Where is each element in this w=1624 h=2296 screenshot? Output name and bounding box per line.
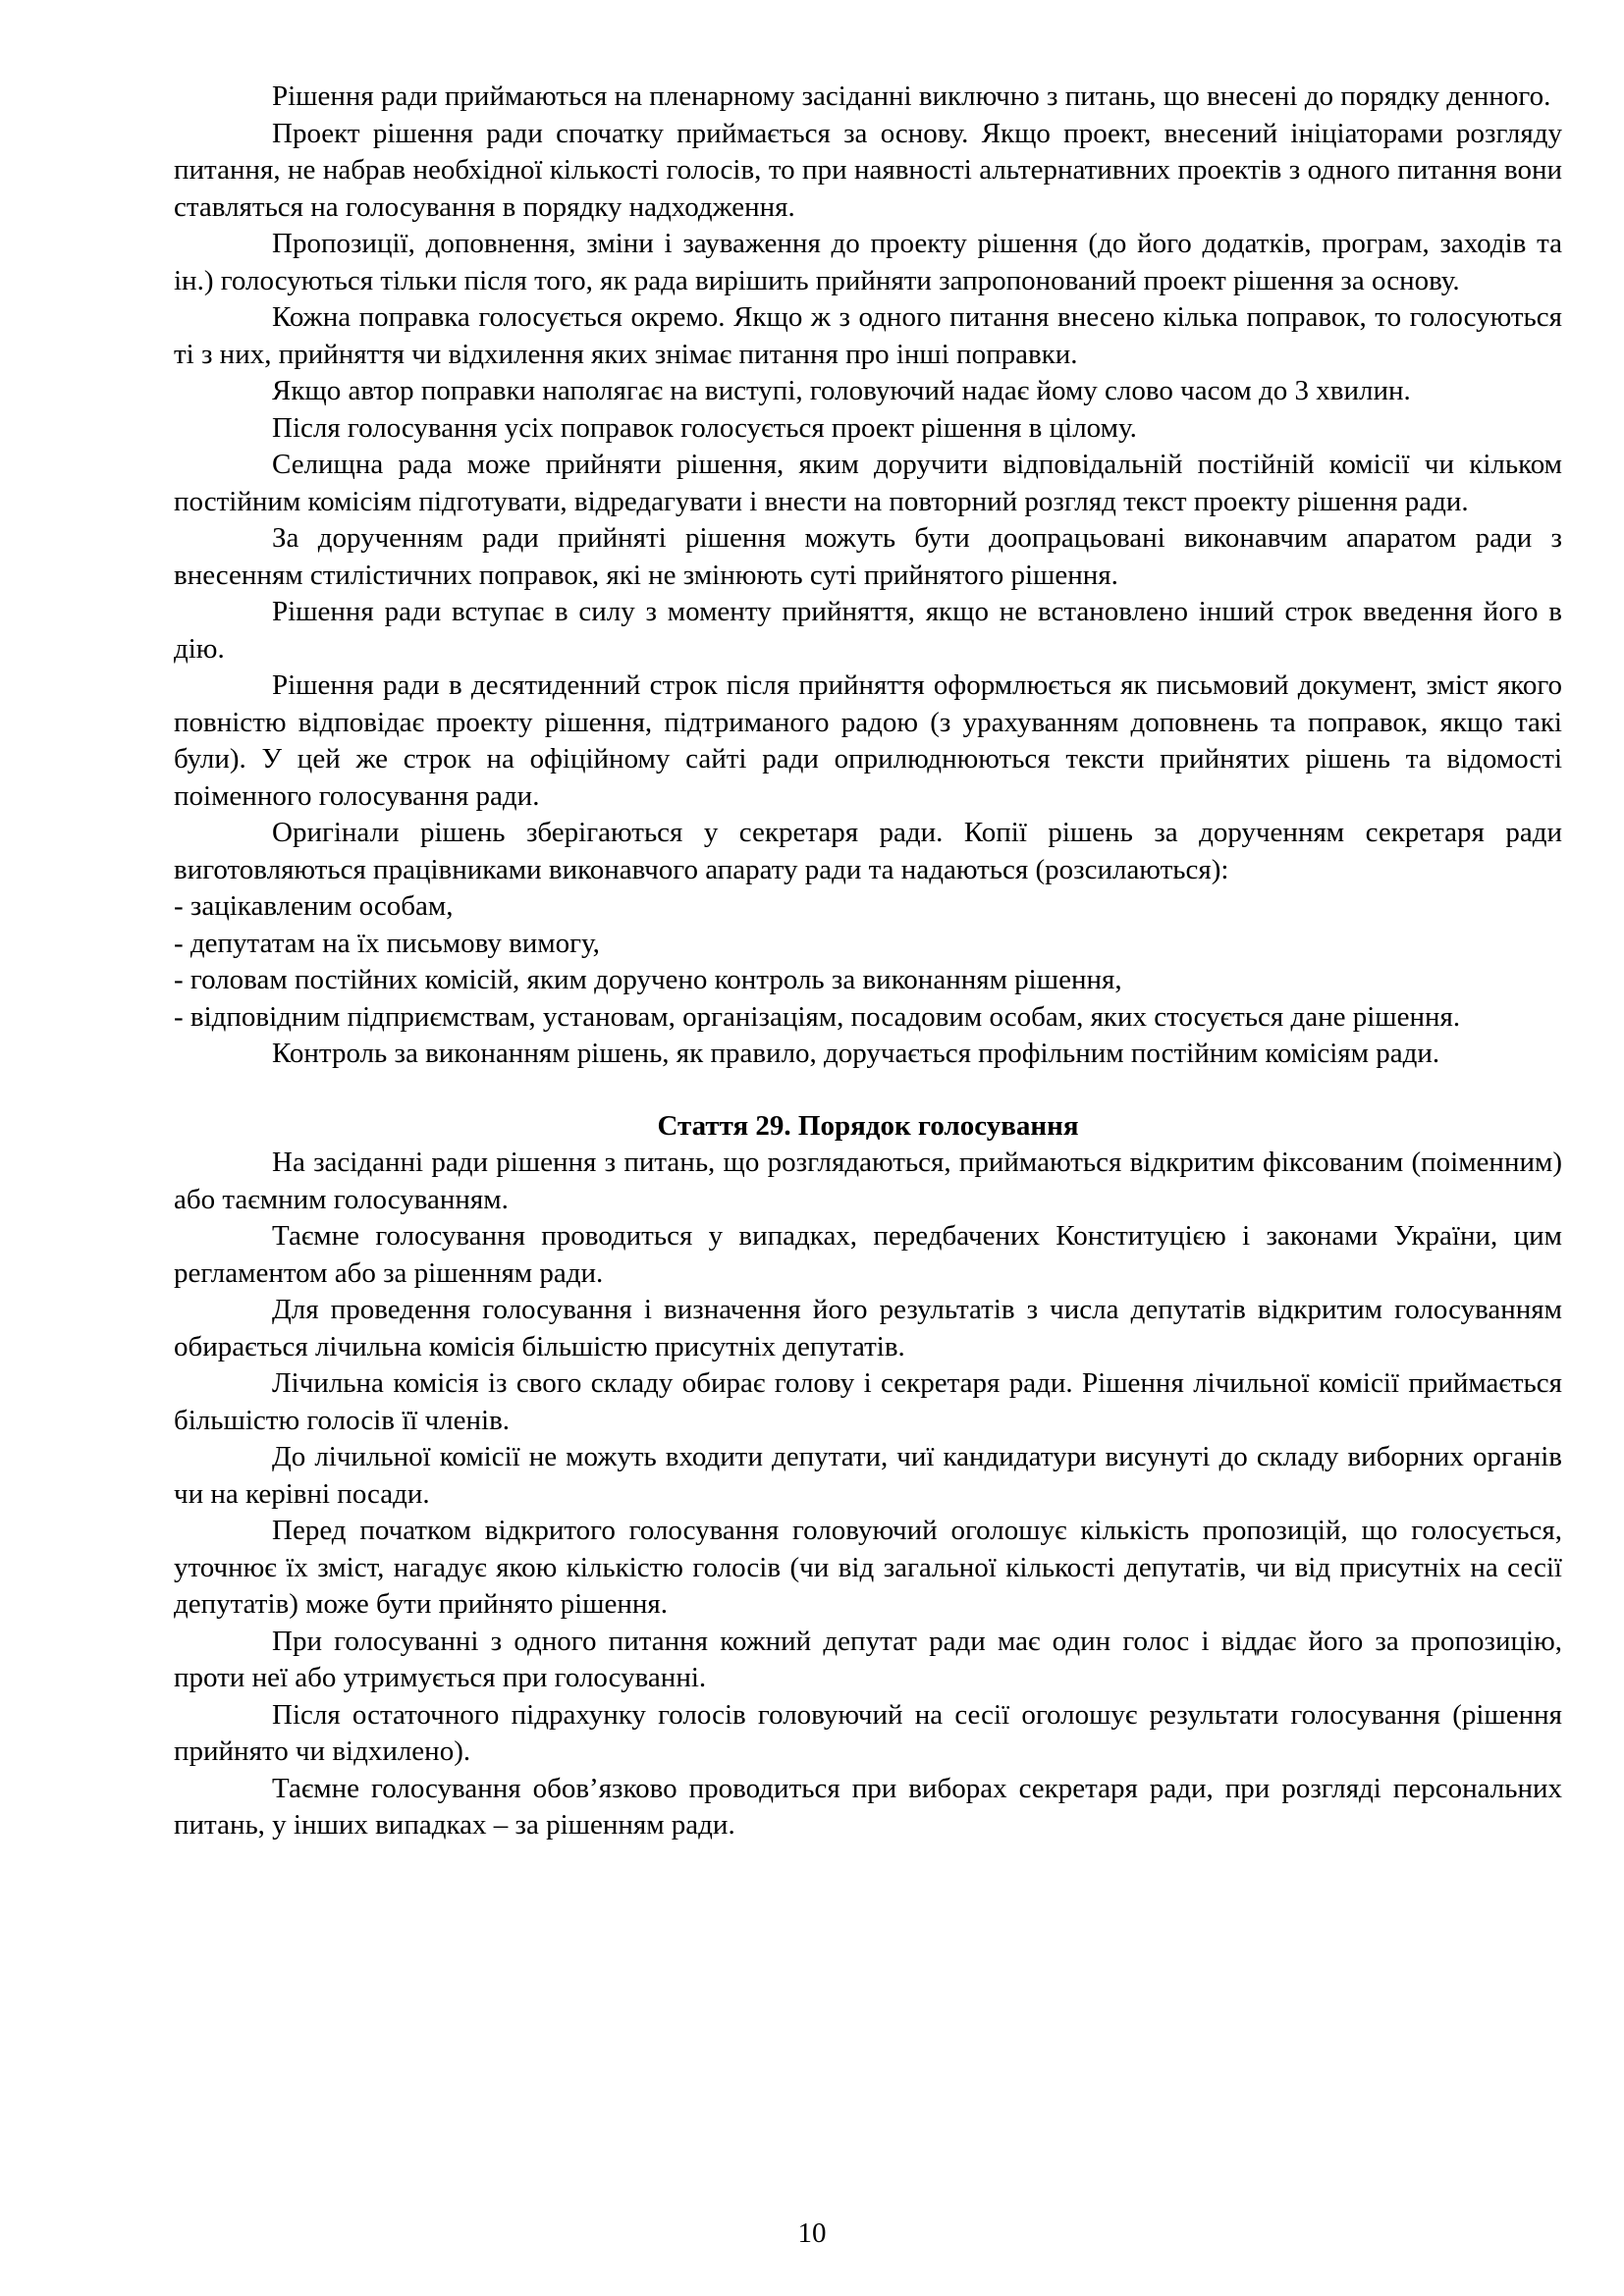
paragraph: Лічильна комісія із свого складу обирає голову і секретаря ради. Рішення лічильної комісії приймається більшістю голосів її членів. bbox=[174, 1367, 1562, 1436]
paragraph: Кожна поправка голосується окремо. Якщо ж з одного питання внесено кілька поправок, то голосуються ті з них, прийняття чи відхилення яких знімає питання про інші поправки. bbox=[174, 301, 1562, 370]
paragraph: Рішення ради вступає в силу з моменту прийняття, якщо не встановлено інший строк введення його в дію. bbox=[174, 596, 1562, 665]
paragraph: Селищна рада може прийняти рішення, яким доручити відповідальній постійній комісії чи кільком постійним комісіям підготувати, відредагувати і внести на повторний розгляд текст проекту рішення ради. bbox=[174, 449, 1562, 517]
paragraph: На засіданні ради рішення з питань, що розглядаються, приймаються відкритим фіксованим (поіменним) або таємним голосуванням. bbox=[174, 1147, 1562, 1215]
paragraph: Якщо автор поправки наполягає на виступі, головуючий надає йому слово часом до 3 хвилин. bbox=[272, 375, 1411, 406]
paragraph: Після остаточного підрахунку голосів головуючий на сесії оголошує результати голосування (рішення прийнято чи відхилено). bbox=[174, 1698, 1562, 1767]
paragraph-control: Контроль за виконанням рішень, як правило, доручається профільним постійним комісіям ради. bbox=[272, 1038, 1440, 1069]
paragraph: Після голосування усіх поправок голосується проект рішення в цілому. bbox=[272, 411, 1137, 444]
paragraph: Перед початком відкритого голосування головуючий оголошує кількість пропозицій, що голосується, уточнює їх зміст, нагадує якою кількістю голосів (чи від загальної кількості депутатів, чи від присутніх на сесії депутатів) може бути прийнято рішення. bbox=[174, 1515, 1562, 1620]
paragraph: При голосуванні з одного питання кожний депутат ради має один голос і віддає його за пропозицію, проти неї або утримується при голосуванні. bbox=[174, 1625, 1562, 1693]
list-item: - головам постійних комісій, яким доручено контроль за виконанням рішення, bbox=[174, 964, 1122, 995]
paragraph: Рішення ради в десятиденний строк після прийняття оформлюється як письмовий документ, зміст якого повністю відповідає проекту рішення, підтриманого радою (з урахуванням доповнень та поправок, якщо такі були). У цей же строк на офіційному сайті ради оприлюднюються тексти прийнятих рішень та відомості поіменного голосування ради. bbox=[174, 669, 1562, 812]
paragraph: Проект рішення ради спочатку приймається за основу. Якщо проект, внесений ініціаторами розгляду питання, не набрав необхідної кількості голосів, то при наявності альтернативних проектів з одного питання вони ставляться на голосування в порядку надходження. bbox=[174, 117, 1562, 223]
article-heading: Стаття 29. Порядок голосування bbox=[657, 1109, 1079, 1142]
paragraph: За дорученням ради прийняті рішення можуть бути доопрацьовані виконавчим апаратом ради з внесенням стилістичних поправок, які не змінюють суті прийнятого рішення. bbox=[174, 522, 1562, 591]
document-page bbox=[174, 79, 1562, 1844]
paragraph: Таємне голосування проводиться у випадках, передбачених Конституцією і законами України, цим регламентом або за рішенням ради. bbox=[174, 1220, 1562, 1289]
paragraph: Таємне голосування обов’язково проводиться при виборах секретаря ради, при розгляді персональних питань, у інших випадках – за рішенням ради. bbox=[174, 1772, 1562, 1841]
paragraph: Оригінали рішень зберігаються у секретаря ради. Копії рішень за дорученням секретаря ради виготовляються працівниками виконавчого апарату ради та надаються (розсилаються): bbox=[174, 817, 1562, 885]
list-item: - депутатам на їх письмову вимогу, bbox=[174, 927, 600, 959]
paragraph: До лічильної комісії не можуть входити депутати, чиї кандидатури висунуті до складу виборних органів чи на керівні посади. bbox=[174, 1441, 1562, 1510]
paragraph: Пропозиції, доповнення, зміни і зауваження до проекту рішення (до його додатків, програм, заходів та ін.) голосуються тільки після того, як рада вирішить прийняти запропонований проект рішення за основу. bbox=[174, 228, 1562, 296]
list-item: - відповідним підприємствам, установам, організаціям, посадовим особам, яких стосується дане рішення. bbox=[174, 1000, 1461, 1033]
paragraph: Для проведення голосування і визначення його результатів з числа депутатів відкритим голосуванням обирається лічильна комісія більшістю присутніх депутатів. bbox=[174, 1294, 1562, 1362]
page-number: 10 bbox=[797, 2217, 827, 2249]
paragraph: Рішення ради приймаються на пленарному засіданні виключно з питань, що внесені до порядку денного. bbox=[272, 80, 1551, 112]
list-item: - зацікавленим особам, bbox=[174, 890, 454, 922]
